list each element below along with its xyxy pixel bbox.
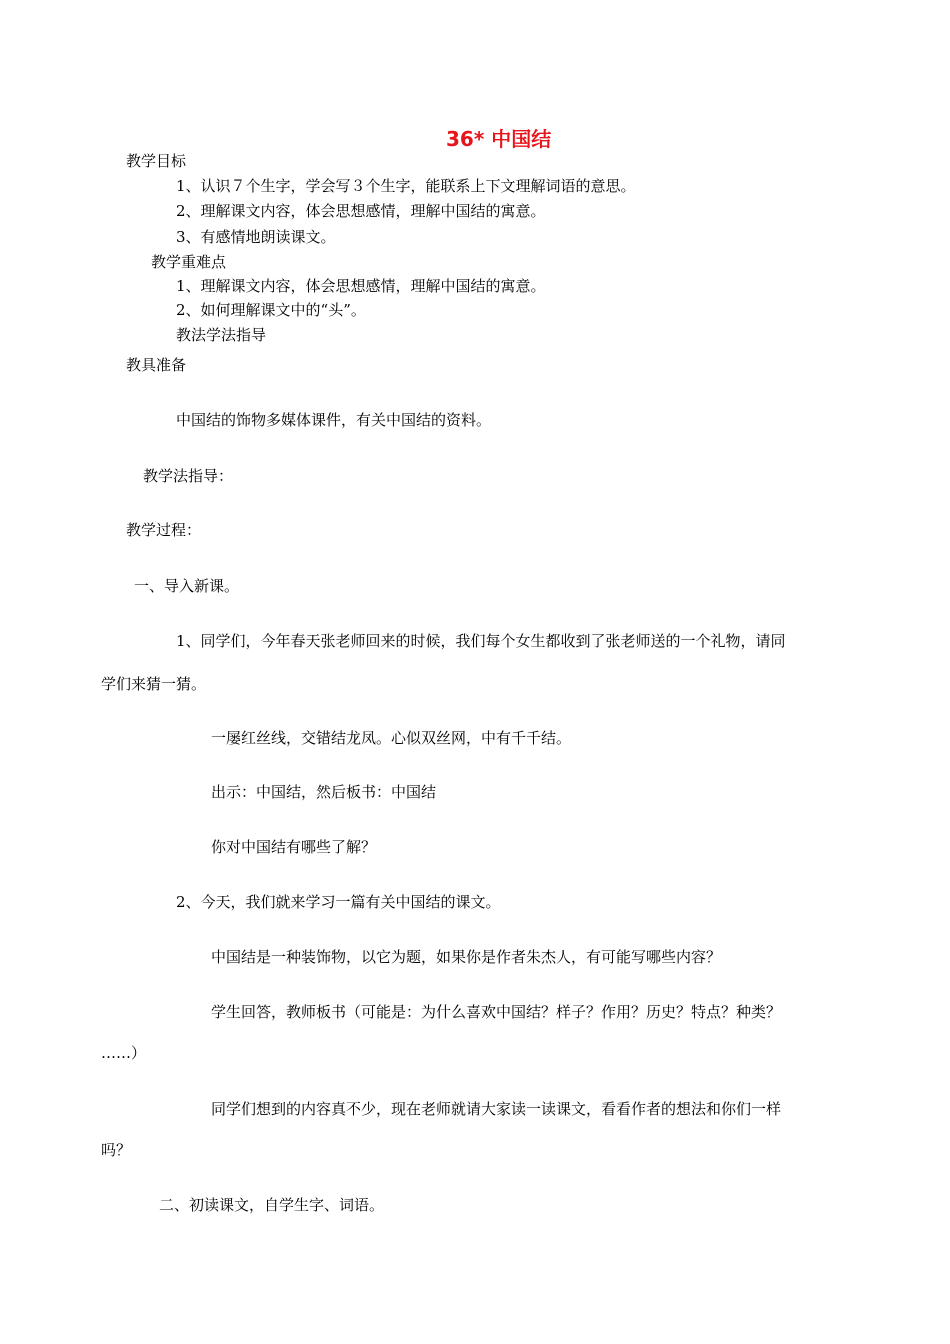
goal-item-2: 2、理解课文内容，体会思想感情，理解中国结的寓意。 <box>176 202 546 220</box>
tools-heading: 教具准备 <box>126 356 187 374</box>
answer-line2: ……） <box>101 1044 147 1062</box>
tools-content: 中国结的饰物多媒体课件，有关中国结的资料。 <box>176 411 492 429</box>
key-point-item-1: 1、理解课文内容，体会思想感情，理解中国结的寓意。 <box>176 277 546 295</box>
methods-heading: 教法学法指导 <box>176 326 267 344</box>
prompt-text: 中国结是一种装饰物，以它为题，如果你是作者朱杰人，有可能写哪些内容？ <box>211 948 722 966</box>
step2-text: 2、今天，我们就来学习一篇有关中国结的课文。 <box>176 893 501 911</box>
closing-line1: 同学们想到的内容真不少，现在老师就请大家读一读课文，看看作者的想法和你们一样 <box>211 1100 782 1118</box>
riddle-text: 一屡红丝线，交错结龙凤。心似双丝网，中有千千结。 <box>211 729 572 747</box>
page-title: 36* 中国结 <box>446 127 552 151</box>
key-points-heading: 教学重难点 <box>151 253 227 271</box>
goals-heading: 教学目标 <box>126 152 187 170</box>
question-text: 你对中国结有哪些了解？ <box>211 838 377 856</box>
show-text: 出示：中国结，然后板书：中国结 <box>211 783 437 801</box>
step1-line2: 学们来猜一猜。 <box>101 675 207 693</box>
method-guide-label: 教学法指导： <box>143 467 234 485</box>
answer-line1: 学生回答，教师板书（可能是：为什么喜欢中国结？样子？作用？历史？特点？种类？ <box>211 1003 782 1021</box>
key-point-item-2: 2、如何理解课文中的“头”。 <box>176 301 366 319</box>
goal-item-1: 1、认识７个生字，学会写３个生字，能联系上下文理解词语的意思。 <box>176 177 636 195</box>
step1-line1: 1、同学们，今年春天张老师回来的时候，我们每个女生都收到了张老师送的一个礼物，请同 <box>176 632 786 650</box>
closing-line2: 吗？ <box>101 1141 132 1159</box>
part-one-heading: 一、导入新课。 <box>134 577 240 595</box>
goal-item-3: 3、有感情地朗读课文。 <box>176 228 336 246</box>
part-two-heading: 二、初读课文，自学生字、词语。 <box>159 1196 385 1214</box>
process-heading: 教学过程： <box>126 521 202 539</box>
